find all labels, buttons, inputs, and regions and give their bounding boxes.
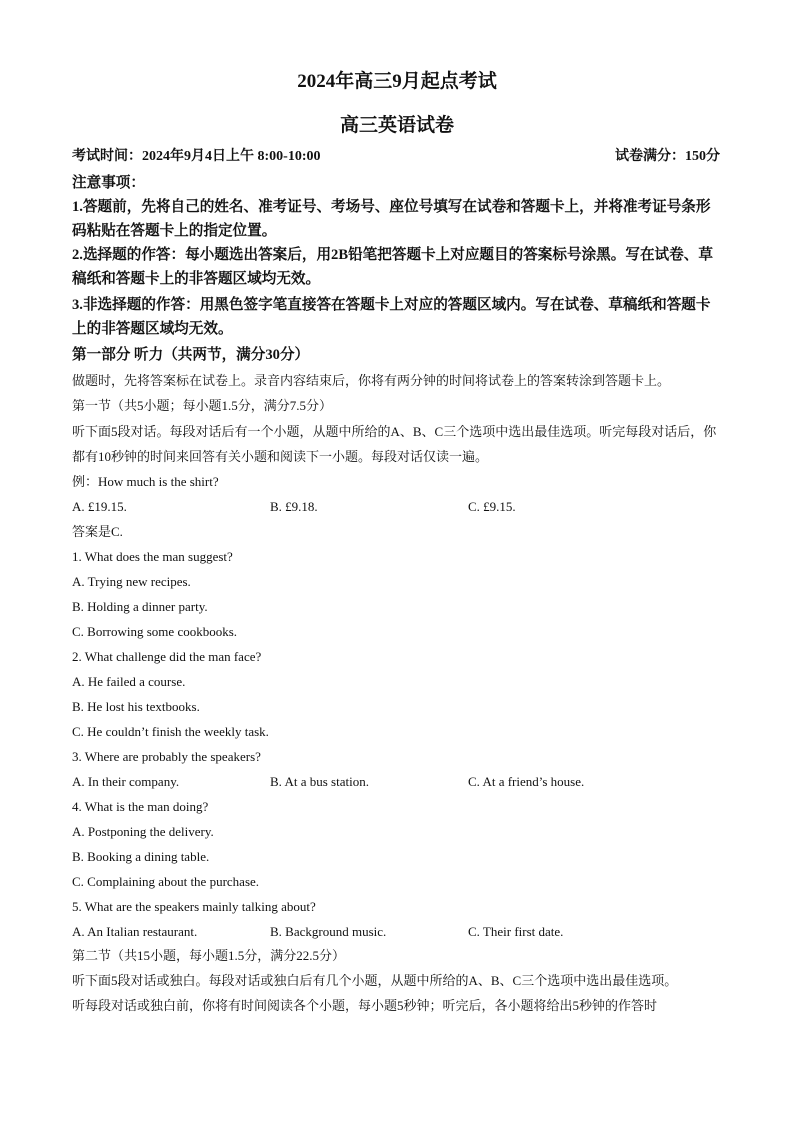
question-1: 1. What does the man suggest?: [72, 549, 233, 564]
q2-option-b: B. He lost his textbooks.: [72, 699, 200, 714]
q2-option-a: A. He failed a course.: [72, 674, 186, 689]
section2-instruction-line1: 听下面5段对话或独白。每段对话或独白后有几个小题，从题中所给的A、B、C三个选项中选出最佳选项。: [72, 973, 678, 988]
q1-option-b: B. Holding a dinner party.: [72, 599, 208, 614]
q3-option-b: B. At a bus station.: [270, 774, 369, 789]
example-option-a: A. £19.15.: [72, 499, 127, 514]
q5-option-a: A. An Italian restaurant.: [72, 924, 198, 939]
q5-option-b: B. Background music.: [270, 924, 387, 939]
section2-heading: 第二节（共15小题，每小题1.5分，满分22.5分）: [72, 948, 346, 963]
full-score: 试卷满分：150分: [615, 149, 720, 164]
notice-item-2: 2.选择题的作答：每小题选出答案后，用2B铅笔把答题卡上对应题目的答案标号涂黑。写在试卷、草稿纸和答题卡上的非答题区域均无效。: [72, 247, 713, 287]
notice-heading: 注意事项：: [72, 175, 145, 191]
q1-option-c: C. Borrowing some cookbooks.: [72, 624, 238, 639]
exam-info-row: [72, 147, 720, 167]
q4-option-c: C. Complaining about the purchase.: [72, 874, 260, 889]
q4-option-b: B. Booking a dining table.: [72, 849, 210, 864]
section1-heading: 第一节（共5小题；每小题1.5分，满分7.5分）: [72, 398, 333, 413]
part1-instruction: 做题时，先将答案标在试卷上。录音内容结束后，你将有两分钟的时间将试卷上的答案转涂到答题卡上。: [72, 373, 671, 388]
question-4: 4. What is the man doing?: [72, 799, 209, 814]
exam-subtitle: 高三英语试卷: [339, 115, 454, 136]
example-option-b: B. £9.18.: [270, 499, 318, 514]
q4-option-a: A. Postponing the delivery.: [72, 824, 214, 839]
part1-heading: 第一部分 听力（共两节，满分30分）: [72, 347, 310, 363]
exam-time: 考试时间：2024年9月4日上午 8:00-10:00: [72, 149, 321, 164]
notice-item-3: 3.非选择题的作答：用黑色签字笔直接答在答题卡上对应的答题区域内。写在试卷、草稿纸和答题卡上的非答题区域均无效。: [72, 297, 711, 337]
exam-title: 2024年高三9月起点考试: [297, 71, 497, 92]
q2-option-c: C. He couldn’t finish the weekly task.: [72, 724, 269, 739]
question-3: 3. Where are probably the speakers?: [72, 749, 261, 764]
notice-item-1: 1.答题前，先将自己的姓名、准考证号、考场号、座位号填写在试卷和答题卡上，并将准考证号条形码粘贴在答题卡上的指定位置。: [72, 199, 711, 239]
example-question: 例：How much is the shirt?: [72, 474, 219, 489]
section1-instruction: 听下面5段对话。每段对话后有一个小题，从题中所给的A、B、C三个选项中选出最佳选项。听完每段对话后，你都有10秒钟的时间来回答有关小题和阅读下一小题。每段对话仅读一遍。: [72, 424, 717, 464]
q3-option-a: A. In their company.: [72, 774, 180, 789]
example-answer: 答案是C.: [72, 524, 123, 539]
question-2: 2. What challenge did the man face?: [72, 649, 262, 664]
q5-option-c: C. Their first date.: [468, 924, 564, 939]
q1-option-a: A. Trying new recipes.: [72, 574, 191, 589]
q3-option-c: C. At a friend’s house.: [468, 774, 585, 789]
question-5: 5. What are the speakers mainly talking about?: [72, 899, 316, 914]
section2-instruction-line2: 听每段对话或独白前，你将有时间阅读各个小题，每小题5秒钟；听完后，各小题将给出5秒钟的作答时: [72, 998, 658, 1013]
example-option-c: C. £9.15.: [468, 499, 516, 514]
